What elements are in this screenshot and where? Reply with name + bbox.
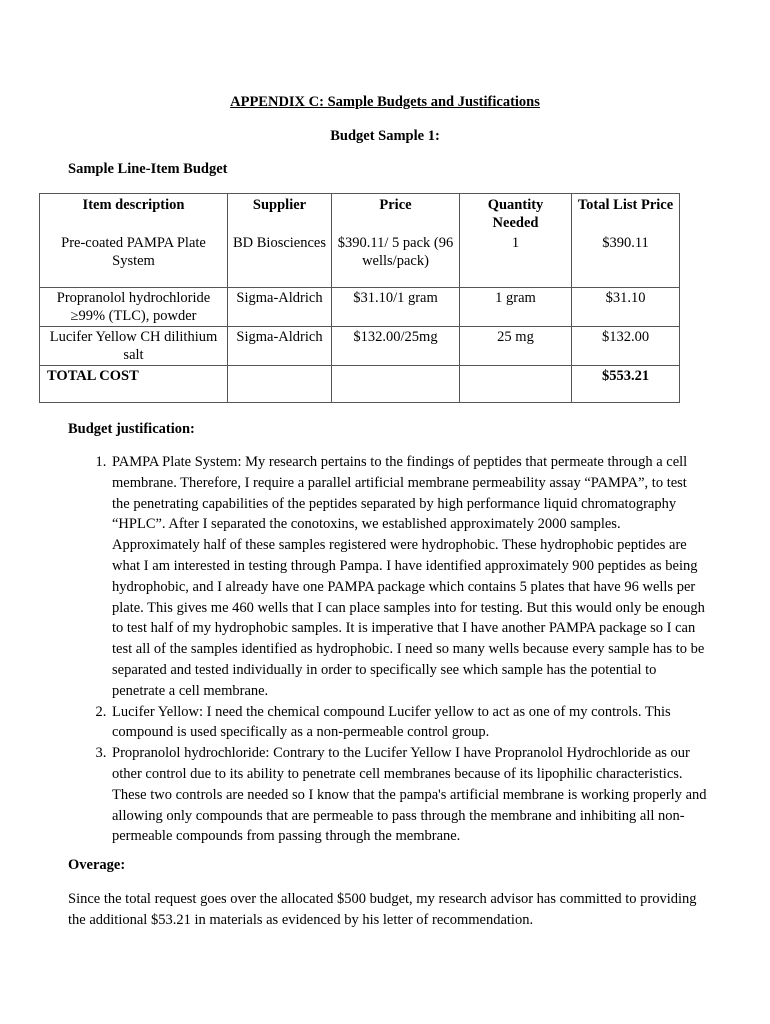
page-title: APPENDIX C: Sample Budgets and Justifications [230, 94, 540, 110]
table-row [40, 233, 680, 288]
overage-paragraph: Since the total request goes over the allocated $500 budget, my research advisor has committed to providing the additional $53.21 in materials as evidenced by his letter of recommendation. [68, 891, 697, 928]
table-row [40, 288, 680, 327]
cell-total: $132.00 [572, 327, 680, 366]
justification-list [68, 452, 708, 847]
header-total-list-price: Total List Price [572, 194, 680, 234]
list-item: 1. PAMPA Plate System: My research pertains to the findings of peptides that permeate through a cell membrane. Therefore, I require a parallel artificial membrane permeability assay “PAMPA”, to test the penetrating capabilities of the peptides separated by high performance liquid chromatography “HPLC”. After I separated the conotoxins, we established approximately 2000 samples. Approximately half of these samples registered were hydrophobic. These hydrophobic peptides are what I am interested in testing through Pampa. I have identified approximately 900 peptides as being hydrophobic, and I already have one PAMPA package which contains 5 plates that have 96 wells per plate. This gives me 460 wells that I can place samples into for testing. But this would only be enough to test half of my hydrophobic samples. It is imperative that I have another PAMPA package so I can test all of the samples identified as hydrophobic. I need so many wells because every sample has to be separated and tested individually in order to specifically see which sample has the potential to penetrate a cell membrane. [110, 452, 708, 702]
header-item-description: Item description [40, 194, 228, 234]
total-cost-label: TOTAL COST [40, 366, 228, 403]
cell-price: $390.11/ 5 pack (96 wells/pack) [332, 233, 460, 288]
cell-supplier: Sigma-Aldrich [228, 288, 332, 327]
empty-cell [460, 366, 572, 403]
list-item: 3. Propranolol hydrochloride: Contrary to the Lucifer Yellow I have Propranolol Hydrochloride as our other control due to its ability to penetrate cell membranes because of its lipophilic characteristics. These two controls are needed so I know that the pampa's artificial membrane is working properly and allowing only compounds that are permeable to pass through the membrane and inhibiting all non-permeable compounds from passing through the membrane. [110, 743, 708, 847]
cell-total: $31.10 [572, 288, 680, 327]
cell-supplier: Sigma-Aldrich [228, 327, 332, 366]
total-cost-value: $553.21 [572, 366, 680, 403]
cell-quantity: 25 mg [460, 327, 572, 366]
cell-item: Pre-coated PAMPA Plate System [40, 233, 228, 288]
total-row [40, 366, 680, 403]
table-header-row [40, 194, 680, 234]
header-quantity-needed: Quantity Needed [460, 194, 572, 234]
cell-item: Propranolol hydrochloride ≥99% (TLC), powder [40, 288, 228, 327]
cell-supplier: BD Biosciences [228, 233, 332, 288]
cell-quantity: 1 [460, 233, 572, 288]
empty-cell [332, 366, 460, 403]
budget-table [39, 193, 680, 403]
header-supplier: Supplier [228, 194, 332, 234]
justification-section [68, 452, 708, 847]
cell-item: Lucifer Yellow CH dilithium salt [40, 327, 228, 366]
empty-cell [228, 366, 332, 403]
list-item: 2. Lucifer Yellow: I need the chemical compound Lucifer yellow to act as one of my controls. This compound is used specifically as a non-permeable control group. [110, 702, 708, 744]
budget-justification-heading: Budget justification: [68, 421, 195, 437]
table-row [40, 327, 680, 366]
budget-sample-subtitle: Budget Sample 1: [330, 128, 440, 144]
cell-total: $390.11 [572, 233, 680, 288]
header-price: Price [332, 194, 460, 234]
cell-price: $132.00/25mg [332, 327, 460, 366]
line-item-budget-heading: Sample Line-Item Budget [68, 161, 228, 177]
overage-heading: Overage: [68, 857, 126, 873]
cell-price: $31.10/1 gram [332, 288, 460, 327]
cell-quantity: 1 gram [460, 288, 572, 327]
